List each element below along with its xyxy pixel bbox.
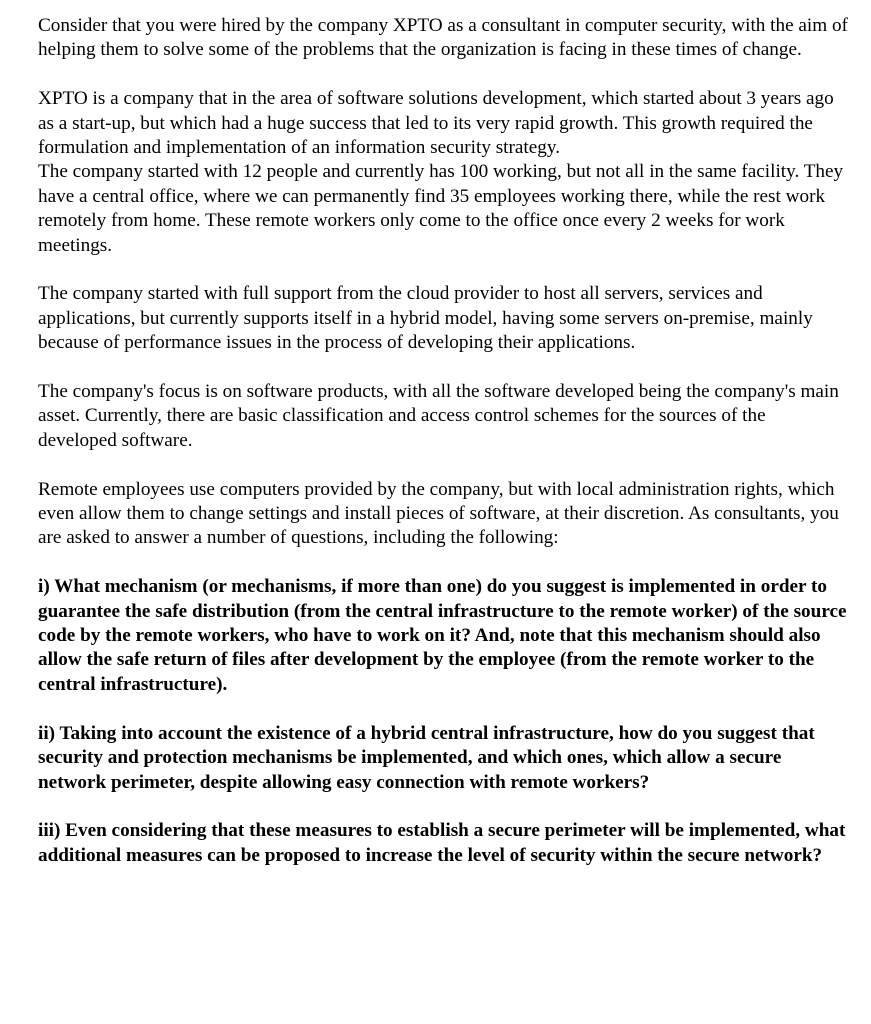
company-background-paragraph xyxy=(38,87,848,258)
question-1: i) What mechanism (or mechanisms, if more than one) do you suggest is implemented in order to guarantee the safe distribution (from the central infrastructure to the remote worker) of the source code by the remote workers, who have to work on it? And, note that this mechanism should also allow the safe return of files after development by the employee (from the remote worker to the central infrastructure). xyxy=(38,576,847,695)
infrastructure-paragraph: The company started with full support from the cloud provider to host all servers, services and applications, but currently supports itself in a hybrid model, having some servers on-premise, mainly because of performance issues in the process of developing their applications. xyxy=(38,283,813,354)
company-background-text: XPTO is a company that in the area of software solutions development, which started about 3 years ago as a start-up, but which had a huge success that led to its very rapid growth. This growth required the formulation and implementation of an information security strategy. xyxy=(38,88,834,159)
question-3: iii) Even considering that these measures to establish a secure perimeter will be implemented, what additional measures can be proposed to increase the level of security within the secure network? xyxy=(38,820,846,866)
company-staff-text: The company started with 12 people and currently has 100 working, but not all in the same facility. They have a central office, where we can permanently find 35 employees working there, while the rest work remotely from home. These remote workers only come to the office once every 2 weeks for work meetings. xyxy=(38,161,844,256)
intro-paragraph: Consider that you were hired by the company XPTO as a consultant in computer security, with the aim of helping them to solve some of the problems that the organization is facing in these times of change. xyxy=(38,15,848,61)
remote-employees-paragraph: Remote employees use computers provided by the company, but with local administration rights, which even allow them to change settings and install pieces of software, at their discretion. As consultants, you are asked to answer a number of questions, including the following: xyxy=(38,478,839,549)
software-focus-paragraph: The company's focus is on software products, with all the software developed being the company's main asset. Currently, there are basic classification and access control schemes for the sources of the developed software. xyxy=(38,381,839,451)
question-2: ii) Taking into account the existence of a hybrid central infrastructure, how do you suggest that security and protection mechanisms be implemented, and which ones, which allow a secure network perimeter, despite allowing easy connection with remote workers? xyxy=(38,722,815,793)
document-body xyxy=(38,14,848,868)
